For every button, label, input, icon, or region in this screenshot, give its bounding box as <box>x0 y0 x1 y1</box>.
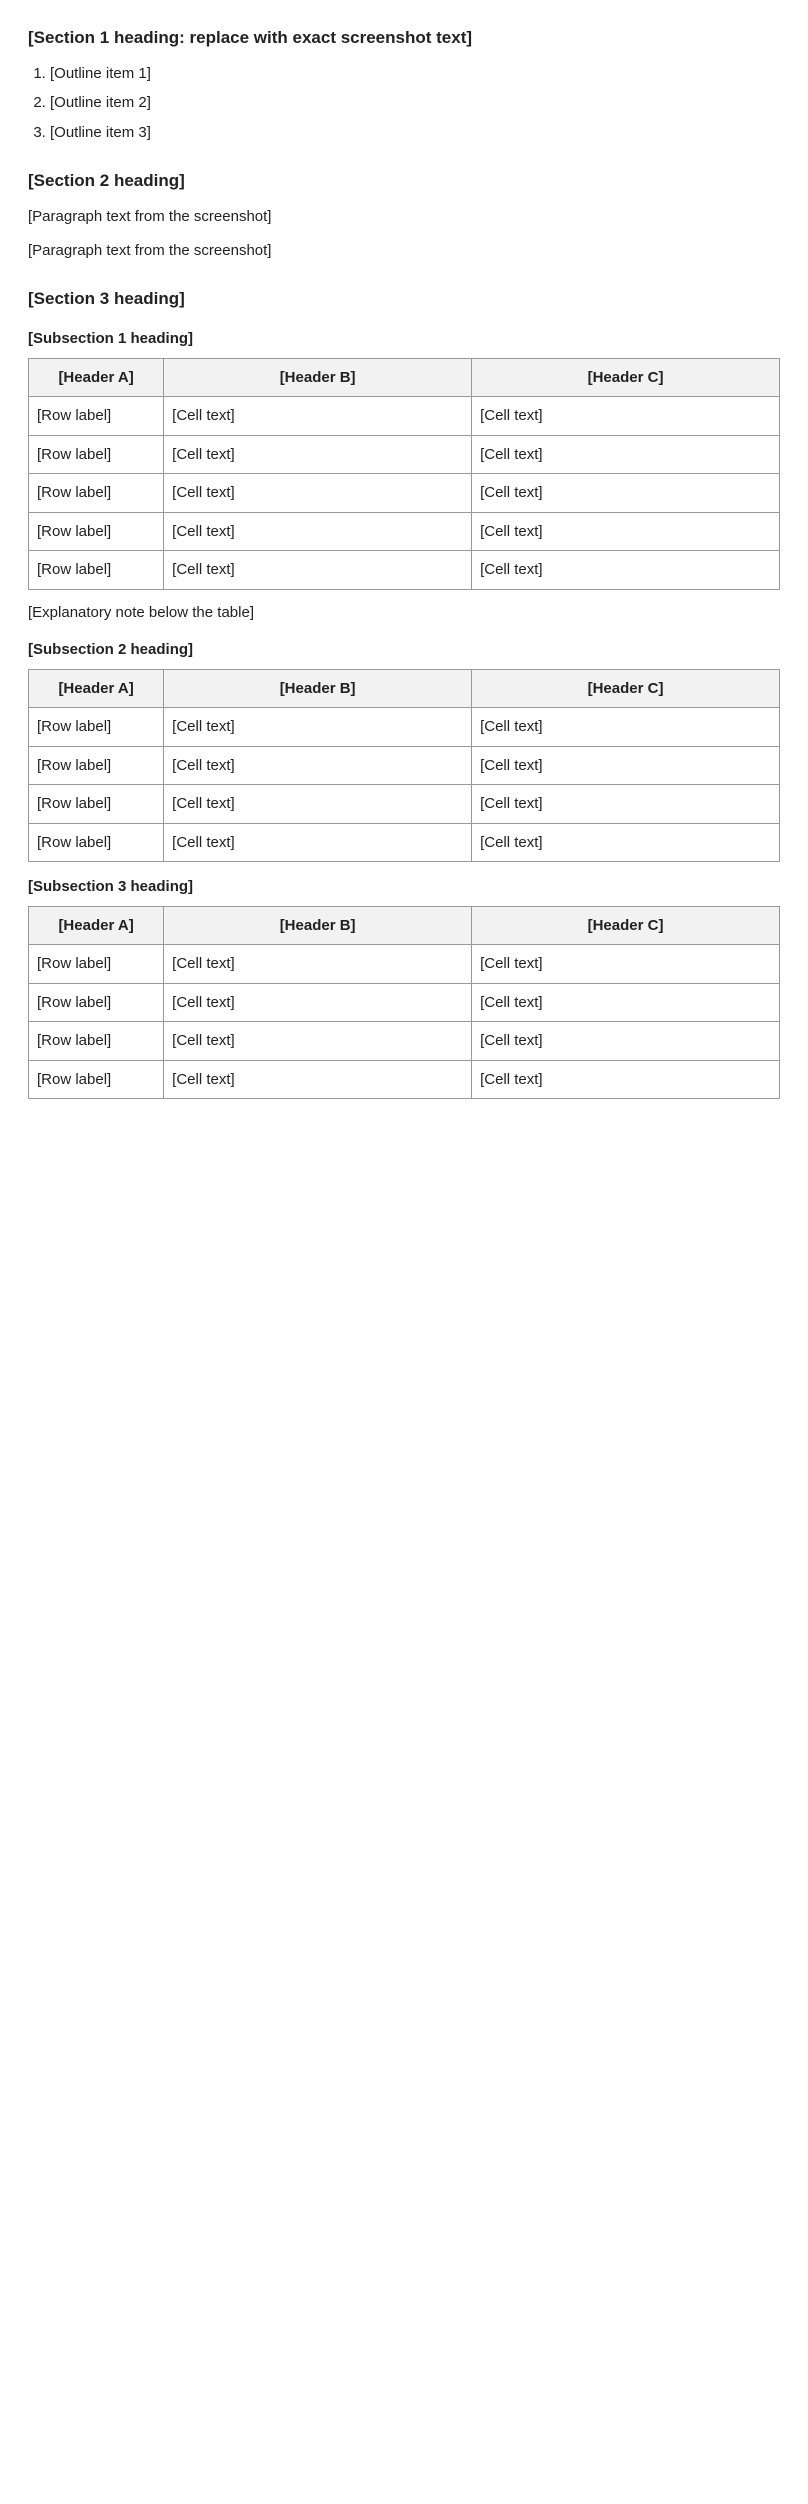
table-cell: [Cell text] <box>164 708 472 747</box>
table-header-cell: [Header C] <box>472 669 780 708</box>
table-row <box>29 945 780 984</box>
table-cell: [Cell text] <box>472 746 780 785</box>
table-cell: [Cell text] <box>164 551 472 590</box>
table-cell: [Cell text] <box>164 1060 472 1099</box>
table-note: [Explanatory note below the table] <box>28 603 254 621</box>
table-header-cell: [Header B] <box>164 669 472 708</box>
section-title: [Section 2 heading] <box>28 171 185 191</box>
table-cell: [Cell text] <box>164 1022 472 1061</box>
table-cell: [Row label] <box>29 708 164 747</box>
section-title: [Section 3 heading] <box>28 289 185 309</box>
table-header-row <box>29 669 780 708</box>
table-row <box>29 823 780 862</box>
table-cell: [Row label] <box>29 1022 164 1061</box>
table-cell: [Row label] <box>29 945 164 984</box>
table-row <box>29 435 780 474</box>
table-cell: [Row label] <box>29 435 164 474</box>
section-list-item: 2. [Outline item 2] <box>50 90 780 116</box>
table-row <box>29 1060 780 1099</box>
section-list <box>28 61 780 146</box>
data-table <box>28 906 780 1100</box>
table-cell: [Cell text] <box>472 983 780 1022</box>
table-cell: [Cell text] <box>164 983 472 1022</box>
table-cell: [Row label] <box>29 823 164 862</box>
table-cell: [Row label] <box>29 397 164 436</box>
table-cell: [Row label] <box>29 1060 164 1099</box>
table-header-row <box>29 358 780 397</box>
table-cell: [Cell text] <box>164 785 472 824</box>
table-row <box>29 746 780 785</box>
data-table <box>28 358 780 590</box>
table-header-cell: [Header C] <box>472 358 780 397</box>
table-cell: [Cell text] <box>472 474 780 513</box>
table-header-cell: [Header B] <box>164 358 472 397</box>
document-page <box>0 0 808 1145</box>
table-cell: [Cell text] <box>472 435 780 474</box>
section-2 <box>28 167 780 263</box>
table-row <box>29 983 780 1022</box>
table-row <box>29 474 780 513</box>
table-cell: [Cell text] <box>164 474 472 513</box>
section-paragraph: [Paragraph text from the screenshot] <box>28 208 272 226</box>
table-cell: [Cell text] <box>472 823 780 862</box>
table-header-cell: [Header A] <box>29 906 164 945</box>
table-row <box>29 1022 780 1061</box>
section-list-item: 3. [Outline item 3] <box>50 120 780 146</box>
subsection-title: [Subsection 2 heading] <box>28 641 194 659</box>
table-cell: [Row label] <box>29 551 164 590</box>
table-cell: [Cell text] <box>472 512 780 551</box>
table-cell: [Cell text] <box>164 512 472 551</box>
section-3 <box>28 285 780 1099</box>
table-cell: [Cell text] <box>472 1022 780 1061</box>
table-cell: [Cell text] <box>164 435 472 474</box>
table-cell: [Cell text] <box>164 746 472 785</box>
subsection-2 <box>28 637 780 862</box>
section-title: [Section 1 heading: replace with exact screenshot text] <box>28 28 473 47</box>
subsection-3 <box>28 874 780 1099</box>
table-cell: [Cell text] <box>164 823 472 862</box>
table-cell: [Row label] <box>29 474 164 513</box>
section-paragraph: [Paragraph text from the screenshot] <box>28 241 272 259</box>
data-table <box>28 669 780 863</box>
table-cell: [Cell text] <box>164 397 472 436</box>
table-cell: [Cell text] <box>472 397 780 436</box>
table-cell: [Cell text] <box>472 785 780 824</box>
subsection-1 <box>28 326 780 625</box>
table-cell: [Cell text] <box>472 708 780 747</box>
table-row <box>29 551 780 590</box>
table-row <box>29 785 780 824</box>
section-list-item: 1. [Outline item 1] <box>50 61 780 87</box>
table-row <box>29 512 780 551</box>
table-header-cell: [Header A] <box>29 669 164 708</box>
subsection-title: [Subsection 3 heading] <box>28 878 194 896</box>
table-cell: [Cell text] <box>164 945 472 984</box>
table-row <box>29 397 780 436</box>
table-cell: [Cell text] <box>472 551 780 590</box>
table-row <box>29 708 780 747</box>
table-cell: [Row label] <box>29 746 164 785</box>
table-header-cell: [Header A] <box>29 358 164 397</box>
section-1 <box>28 24 780 145</box>
table-cell: [Row label] <box>29 983 164 1022</box>
table-header-cell: [Header C] <box>472 906 780 945</box>
table-header-row <box>29 906 780 945</box>
subsection-title: [Subsection 1 heading] <box>28 330 194 348</box>
table-header-cell: [Header B] <box>164 906 472 945</box>
table-cell: [Row label] <box>29 512 164 551</box>
table-cell: [Row label] <box>29 785 164 824</box>
table-cell: [Cell text] <box>472 945 780 984</box>
table-cell: [Cell text] <box>472 1060 780 1099</box>
